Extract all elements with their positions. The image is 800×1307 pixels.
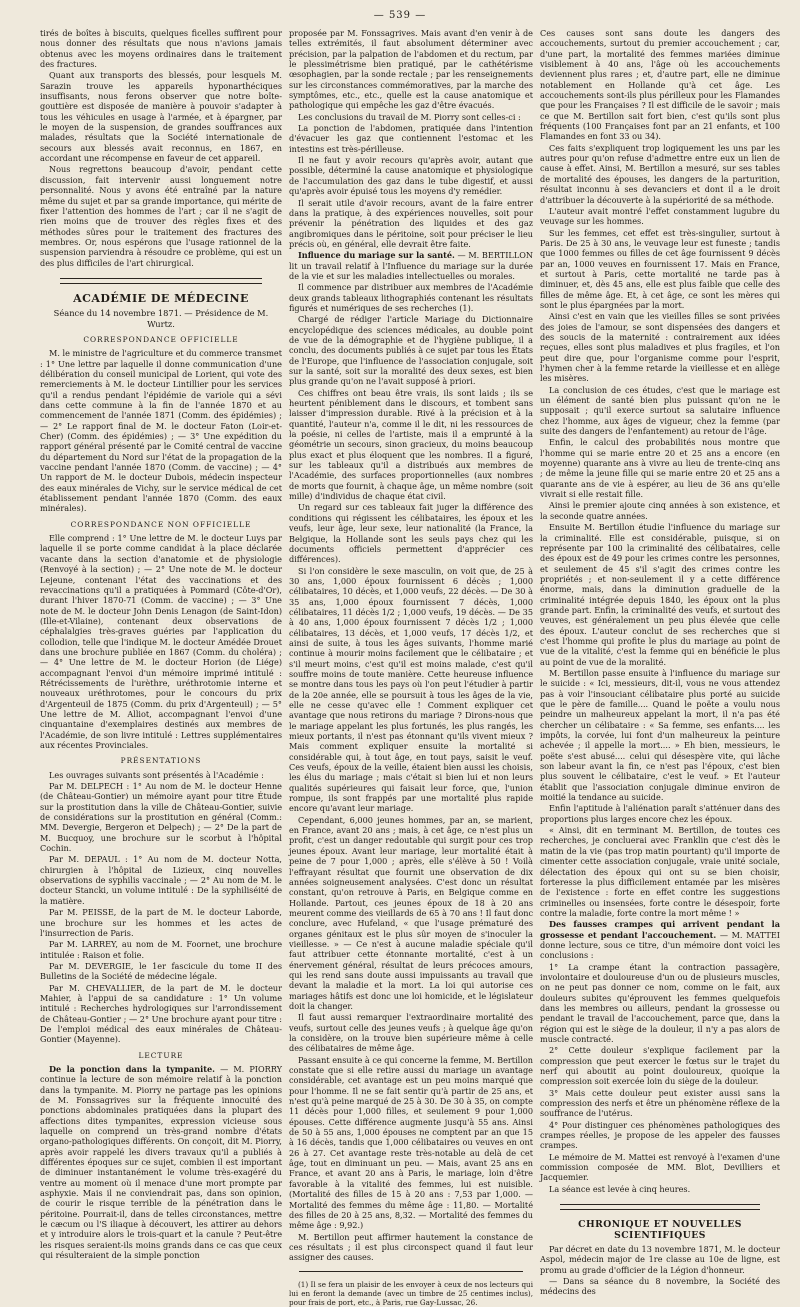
paragraph: Chargé de rédiger l'article Mariage du Dictionnaire encyclopédique des sciences médicales, au double point de vue de la démographie et de l'hygiène publique, il a conclu, des documents publiés à ce sujet par tous les États de l'Europe, que l'influence de l'association conjugale, soit sur la santé, soit sur la moralité des deux sexes, est bien plus grande qu'on ne l'avait supposé à priori. <box>289 314 533 387</box>
paragraph <box>40 1064 282 1261</box>
paragraph: La séance est levée à cinq heures. <box>549 1183 691 1194</box>
lecture-text: — M. PIORRY continue la lecture de son mémoire relatif à la ponction dans la tympanite. M. Piorry ne partage pas les opinions de M. Fonssagrives sur la fréquente innocuité des ponctions abdominales pratiquées dans la plupart des affections dites tympanites, expression vicieuse sous laquelle on comprend un très-grand nombre d'états organo-pathologiques différents. On conçoit, dit M. Piorry, après avoir rappelé les divers travaux qu'il a publiés à différentes époques sur ce sujet, combien il est important de diminuer instantanément le volume très-exagéré du ventre au moment où il menace d'une mort prompte par asphyxie. Mais il ne conviendrait pas, dans son opinion, de courir le risque terrible de la pénétration dans le péritoine. Pourrait-il, dans de telles circonstances, mettre le cæcum ou l'S iliaque à découvert, les attirer au dehors et y introduire alors le trois-quart et la canule ? Peut-être les risques seraient-ils moins grands dans ce cas que ceux qui résulteraient de la simple ponction <box>40 1063 283 1261</box>
paragraph: 1° La crampe étant la contraction passagère, involontaire et douloureuse d'un ou de plusieurs muscles, on ne peut pas donner ce nom, comme on le fait, aux douleurs subites qu'éprouvent les femmes quelquefois dans les membres ou ailleurs, pendant la grossesse ou pendant le travail de l'accouchement, parce que, dans la région qui est le siège de la douleur, il n'y a pas alors de muscle contracté. <box>540 961 780 1044</box>
paragraph: Ces faits s'expliquent trop logiquement les uns par les autres pour qu'on refuse d'admettre entre eux un lien de cause à effet. Ainsi, M. Bertillon a mesuré, sur ses tables de mortalité des épouses, les dangers de la parturition, résultat inconnu à ses devanciers et dont il a le droit d'attribuer la découverte à la supériorité de sa méthode. <box>540 142 780 205</box>
paragraph: M. Bertillon passe ensuite à l'influence du mariage sur le suicide : « Ici, messieurs, dit-il, vous ne vous attendez pas à voir l'insouciant célibataire plus porté au suicide que le père de famille.... Quand le poëte a voulu nous peindre un malheureux appelant la mort, il n'a pas été chercher un célibataire : « Sa femme, ses enfants.... les impôts, la corvée, lui font d'un malheureux la peinture achevée ; il appelle la mort.... » Eh bien, messieurs, le poëte s'est abusé.... celui qui désespère vite, qui lâche son labeur avant la fin, ce n'est pas l'époux, c'est bien plus souvent le célibataire, c'est le veuf. » Et l'auteur établit que l'association conjugale diminue environ de moitié la tendance au suicide. <box>540 667 780 803</box>
paragraph: Cependant, 6,000 jeunes hommes, par an, se marient, en France, avant 20 ans ; mais, à cet âge, ce n'est plus un profit, c'est un danger redoutable qui surgit pour ces trop jeunes époux. Avant leur mariage, leur mortalité était à peine de 7 pour 1,000 ; après, elle s'élève à 50 ! Voilà l'effrayant résultat que fournit une observation de dix années soigneusement analysées. C'est donc un résultat constant, qu'on retrouve à Paris, en Belgique comme en Hollande. Partout, ces jeunes époux de 18 à 20 ans meurent comme des vieillards de 65 à 70 ans ! Il faut donc conclure, avec Hufeland, « que l'usage prématuré des organes génitaux est le plus sûr moyen de s'inoculer la vieillesse. » — Ce n'est à aucune maladie spéciale qu'il faut attribuer cette étonnante mortalité, c'est à un énervement général, résultat de leurs précoces amours, qui les rend sans doute aussi impuissants au travail que devant la maladie et la mort. La loi qui autorise ces mariages hâtifs est donc une loi homicide, et le législateur doit la changer. <box>289 814 533 1011</box>
footnote-divider <box>299 1271 523 1272</box>
article-text: — M. BERTILLON lit un travail relatif à l'Influence du mariage sur la durée de la vie et sur les maladies intellectuelles ou morales. <box>289 250 533 281</box>
paragraph: Passant ensuite à ce qui concerne la femme, M. Bertillon constate que si elle retire aussi du mariage un avantage considérable, cet avantage est un peu moins marqué que pour l'homme. Il ne se fait sentir qu'à partir de 25 ans, et n'est qu'à peine marqué de 25 à 30. De 30 à 35, on compte 11 décès pour 1,000 filles, et seulement 9 pour 1,000 épouses. Cette différence augmente jusqu'à 55 ans. Ainsi de 50 à 55 ans, 1,000 épouses ne comptent par an que 15 à 16 décès, tandis que 1,000 célibataires ou veuves en ont 26 à 27. Cet avantage reste très-notable au delà de cet âge, tout en diminuant un peu. — Mais, avant 25 ans en France, et avant 20 ans à Paris, le mariage, loin d'être favorable à la vitalité des femmes, lui est nuisible. (Mortalité des filles de 15 à 20 ans : 7,53 par 1,000. — Mortalité des femmes du même âge : 11,80. — Mortalité des filles de 20 à 25 ans, 8,32. — Mortalité des femmes du même âge : 9,92.) <box>289 1054 533 1231</box>
article-heading: Influence du mariage sur la santé. <box>298 250 455 261</box>
paragraph: 2° Cette douleur s'explique facilement par la compression que peut exercer le fœtus sur le trajet du nerf qui aboutit au point douloureux, quoique la compression soit exercée loin du siège de la douleur. <box>540 1045 780 1087</box>
session-line: Séance du 14 novembre 1871. — Présidence de M. Wurtz. <box>53 308 269 329</box>
section-title: CHRONIQUE ET NOUVELLES SCIENTIFIQUES <box>578 1219 742 1241</box>
paragraph: 4° Pour distinguer ces phénomènes pathologiques des crampes réelles, je propose de les appeler des fausses crampes. <box>540 1119 780 1151</box>
paragraph: Il faut aussi remarquer l'extraordinaire mortalité des veufs, surtout celle des jeunes veufs ; à quelque âge qu'on la considère, on la trouve bien supérieure même à celle des célibataires de même âge. <box>289 1012 533 1054</box>
paragraph: Par M. PEISSE, de la part de M. le docteur Laborde, une brochure sur les hommes et les actes de l'insurrection de Paris. <box>40 907 282 938</box>
paragraph: Par M. CHEVALLIER, de la part de M. le docteur Mahier, à l'appui de sa candidature : 1° Un volume intitulé : Recherches hydrologiques sur l'arrondissement de Château-Gontier ; — 2° Une brochure ayant pour titre : De l'emploi médical des eaux minérales de Château-Gontier (Mayenne). <box>40 982 282 1045</box>
paragraph: Il ne faut y avoir recours qu'après avoir, autant que possible, déterminé la cause anatomique et physiologique de l'accumulation des gaz dans le tube digestif, et aussi qu'après avoir épuisé tous les moyens d'y remédier. <box>289 155 533 197</box>
paragraph: tirés de boîtes à biscuits, quelques ficelles suffirent pour nous donner des résultats que nous n'avions jamais obtenus avec les moyens ordinaires dans le traitement des fractures. <box>40 28 282 70</box>
paragraph: Il commence par distribuer aux membres de l'Académie deux grands tableaux lithographiés contenant les résultats figurés et numériques de ses recherches (1). <box>289 282 533 313</box>
paragraph: Ainsi le premier ajoute cinq années à son existence, et la seconde quatre années. <box>540 500 780 521</box>
paragraph: Par M. DELPECH : 1° Au nom de M. le docteur Henne (de Château-Gontier) un mémoire ayant pour titre Étude sur la prostitution dans la ville de Château-Gontier, suivie de considérations sur la prostitution en général (Comm.: MM. Devergie, Bergeron et Delpech) ; — 2° De la part de M. Bucquoy, une brochure sur le scorbut à l'hôpital Cochin. <box>40 781 282 854</box>
paragraph: La ponction de l'abdomen, pratiquée dans l'intention d'évacuer les gaz que contiennent l'estomac et les intestins est très-périlleuse. <box>289 123 533 154</box>
paragraph: Nous regrettons beaucoup d'avoir, pendant cette discussion, fait intervenir aussi longuement notre personnalité. Nous y avons été entraîné par la nature même du sujet et par sa grande importance, qui mérite de fixer l'attention des hommes de l'art ; car il ne s'agit de rien moins que de trouver des règles fixes et des méthodes sûres pour le traitement des fractures des membres. Or, nous espérons que l'usage rationnel de la suspension parviendra à résoudre ce problème, qui est un des plus difficiles de l'art chirurgical. <box>40 164 282 268</box>
paragraph: Ainsi c'est en vain que les vieilles filles se sont privées des joies de l'amour, se sont dispensées des dangers et des soucis de la maternité : contrairement aux idées reçues, elles sont plus maladives et plus fragiles, et l'on peut dire que, pour l'organisme comme pour l'esprit, l'hymen cher à la femme retarde la vieillesse et en allège les misères. <box>540 311 780 384</box>
subsection-title: CORRESPONDANCE OFFICIELLE <box>83 334 239 344</box>
subsection-title: PRÉSENTATIONS <box>120 756 202 766</box>
paragraph: 3° Mais cette douleur peut exister aussi sans la compression des nerfs et être un phénomène réflexe de la souffrance de l'utérus. <box>540 1087 780 1119</box>
paragraph: Par M. LARREY, au nom de M. Foornet, une brochure intitulée : Raison et folie. <box>40 939 282 960</box>
article-text: — M. MATTEI donne lecture, sous ce titre, d'un mémoire dont voici les conclusions : <box>540 929 780 961</box>
paragraph <box>289 250 533 281</box>
column-middle <box>289 28 533 1307</box>
column-left <box>40 28 283 1261</box>
paragraph: Ces chiffres ont beau être vrais, ils sont laids ; ils se heurtent péniblement dans le discours, et tombent sans laisser d'impression durable. Rivé à la précision et à la quantité, l'auteur n'a, comme il le dit, ni les ressources de la poésie, ni celles de l'artiste, mais il a emprunté à la géométrie un secours, sinon gracieux, du moins beaucoup plus exact et plus éloquent que les nombres. Il a figuré, sur les tableaux qu'il a distribués aux membres de l'Académie, des surfaces proportionnelles (aux nombres de morts que fournit, à chaque âge, un même nombre (soit mille) d'individus de chaque état civil. <box>289 387 533 502</box>
paragraph: « Ainsi, dit en terminant M. Bertillon, de toutes ces recherches, je concluerai avec Franklin que c'est dès le matin de la vie (pas trop matin pourtant) qu'il importe de cimenter cette association conjugale, vraie unité sociale, délectation des époux qui ont su se bien choisir, forteresse la plus difficilement entamée par les misères de l'existence : forte en effet contre les suggestions criminelles ou insensées, forte contre le désespoir, forte contre la maladie, forte contre la mort même ! » <box>540 825 780 918</box>
paragraph: Enfin, le calcul des probabilités nous montre que l'homme qui se marie entre 20 et 25 ans a encore (en moyenne) quarante ans à vivre au lieu de trente-cinq ans ; de même la jeune fille qui se marie entre 20 et 25 ans a quarante ans de vie à espérer, au lieu de 36 ans qu'elle vivrait si elle restait fille. <box>540 437 780 500</box>
paragraph: Les ouvrages suivants sont présentés à l'Académie : <box>49 769 264 780</box>
paragraph <box>540 919 780 960</box>
paragraph: Ensuite M. Bertillon étudie l'influence du mariage sur la criminalité. Elle est considérable, puisque, si on représente par 100 la criminalité des célibataires, celle des époux est de 49 pour les crimes contre les personnes, et seulement de 45 s'il s'agit des crimes contre les propriétés ; et non-seulement il y a cette différence énorme, mais, dans la diminution graduelle de la criminalité intégrée depuis 1840, les époux ont la plus grande part. Enfin, la criminalité des veufs, et surtout des veuves, est généralement un peu plus élevée que celle des époux. L'auteur conclut de ses recherches que si c'est l'homme qui profite le plus du mariage au point de vue de la vitalité, c'est la femme qui en bénéficie le plus au point de vue de la moralité. <box>540 522 780 667</box>
paragraph: Ces causes sont sans doute les dangers des accouchements, surtout du premier accouchement ; car, d'une part, la mortalité des femmes mariées diminue visiblement à 40 ans, l'âge où les accouchements deviennent plus rares ; et, d'autre part, elle ne diminue notablement en Hollande qu'à cet âge. Les accouchements sont-ils plus périlleux pour les Flamandes que pour les Françaises ? Il est difficile de le savoir ; mais ce que M. Bertillon sait fort bien, c'est qu'ils sont plus fréquents (100 Françaises font par an 21 enfants, et 100 Flamandes en font 33 ou 34). <box>540 28 780 142</box>
paragraph: Enfin l'aptitude à l'aliénation paraît s'atténuer dans des proportions plus larges encore chez les époux. <box>540 803 780 824</box>
paragraph: Quant aux transports des blessés, pour lesquels M. Sarazin trouve les appareils hyponarthéciques insuffisants, nous ferons observer que notre boîte-gouttière est disposée de manière à pouvoir s'adapter à tous les véhicules en usage à l'armée, et à épargner, par le moyen de la suspension, de grandes souffrances aux malades, résultats que la Société internationale de secours aux blessés avait reconnus, en 1867, en accordant une récompense en faveur de cet appareil. <box>40 70 282 164</box>
subsection-title: LECTURE <box>138 1050 184 1060</box>
section-title: ACADÉMIE DE MÉDECINE <box>73 291 249 305</box>
paragraph: Le mémoire de M. Mattei est renvoyé à l'examen d'une commission composée de MM. Blot, Devilliers et Jacquemier. <box>540 1151 780 1183</box>
article-heading: Des fausses crampes qui arrivent pendant la grossesse et pendant l'accouchement. <box>540 919 780 940</box>
lecture-heading: De la ponction dans la tympanite. <box>49 1063 215 1074</box>
footnote: (1) Il se fera un plaisir de les envoyer à ceux de nos lecteurs qui lui en feront la demande (avec un timbre de 25 centimes inclus), pour frais de port, etc., à Paris, rue Gay-Lussac, 26. <box>289 1279 533 1307</box>
column-right <box>540 28 780 1297</box>
paragraph: M. Bertillon peut affirmer hautement la constance de ces résultats ; il est plus circonspect quand il faut leur assigner des causes. <box>289 1231 533 1263</box>
page-number: — 539 — <box>373 10 427 21</box>
paragraph: Les conclusions du travail de M. Piorry sont celles-ci : <box>298 111 521 122</box>
paragraph: Il serait utile d'avoir recours, avant de la faire entrer dans la pratique, à des expériences nouvelles, soit pour prévenir la pénétration des liquides et des gaz angibromiques dans le péritoine, soit pour préciser le lieu précis où, en général, elle devrait être faite. <box>289 197 533 249</box>
paragraph: Par décret en date du 13 novembre 1871, M. le docteur Aspol, médecin major de 1re classe au 10e de ligne, est promu au grade d'officier de la Légion d'honneur. <box>540 1243 780 1275</box>
paragraph: Par M. DEPAUL : 1° Au nom de M. docteur Notta, chirurgien à l'hôpital de Lizieux, cinq nouvelles observations de syphilis vaccinale ; — 2° Au nom de M. le docteur Stancki, un volume intitulé : De la syphiliséité de la matière. <box>40 854 282 906</box>
paragraph: — Dans sa séance du 8 novembre, la Société des médecins des <box>540 1275 780 1297</box>
section-divider <box>60 278 262 284</box>
section-divider <box>560 1204 760 1210</box>
paragraph: proposée par M. Fonssagrives. Mais avant d'en venir à de telles extrémités, il faut absolument déterminer avec précision, par la palpation de l'abdomen et du rectum, par le plessimétrisme bien pratiqué, par le cathétérisme œsophagien, par la sonde rectale ; par les renseignements sur les circonstances commémoratives, par la marche des symptômes, etc., etc., quelle est la cause anatomique et pathologique qui empêche les gaz d'être évacués. <box>289 28 533 111</box>
paragraph: M. le ministre de l'agriculture et du commerce transmet : 1° Une lettre par laquelle il donne communication d'une délibération du conseil municipal de Lorient, qui vote des remerciements à M. le docteur Lintillier pour les services qu'il a rendus pendant l'épidémie de variole qui a sévi dans cette commune à la fin de l'année 1870 et au commencement de l'année 1871 (Comm. des épidémies) ; — 2° Le rapport final de M. le docteur Faton (Loir-et-Cher) (Comm. des épidémies) ; — 3° Une expédition du rapport général présenté par le Comité central de vaccine du département du Nord sur l'état de la propagation de la vaccine pendant l'année 1870 (Comm. de vaccine) ; — 4° Un rapport de M. le docteur Dubois, médecin inspecteur des eaux minérales de Vichy, sur le service médical de cet établissement pendant l'année 1870 (Comm. des eaux minérales). <box>40 348 282 514</box>
paragraph: Sur les femmes, cet effet est très-singulier, surtout à Paris. De 25 à 30 ans, le veuvage leur est funeste ; tandis que 1000 femmes ou filles de cet âge fournissent 9 décès par an, 1000 veuves en fournissent 17. Mais en France, et surtout à Paris, cette mortalité ne tarde pas à diminuer, et, dès 45 ans, elle est plus faible que celle des filles de même âge. Et, à cet âge, ce sont les mères qui sont le plus épargnées par la mort. <box>540 227 780 310</box>
paragraph: Par M. DEVERGIE, le 1er fascicule du tome II des Bulletins de la Société de médecine légale. <box>40 960 282 982</box>
subsection-title: CORRESPONDANCE NON OFFICIELLE <box>70 519 252 529</box>
paragraph: Elle comprend : 1° Une lettre de M. le docteur Luys par laquelle il se porte comme candidat à la place déclarée vacante dans la section d'anatomie et de physiologie (Renvoyé à la section) ; — 2° Une note de M. le docteur Lejeune, contenant l'état des vaccinations et des revaccinations qu'il a pratiquées à Pommard (Côte-d'Or), durant l'hiver 1870-71 (Comm. de vaccine) ; — 3° Une note de M. le docteur John Denis Lenagon (de Saint-Idon) (Ille-et-Vilaine), contenant deux observations de céphalalgies très-graves guéries par l'application du collodion, telle que l'indique M. le docteur Amédée Drouet dans une brochure publiée en 1867 (Comm. du choléra) ; — 4° Une lettre de M. le docteur Horion (de Liége) accompagnant l'envoi d'un mémoire imprimé intitulé : Rétrécissements de l'urèthre, uréthrotomie interne et nouveaux uréthrotomes, pour le concours du prix d'Argenteuil de 1875 (Comm. du prix d'Argenteuil) ; — 5° Une lettre de M. Alliot, accompagnant l'envoi d'une cinquantaine d'exemplaires destinés aux membres de l'Académie, de son livre intitulé : Lettres supplémentaires aux récentes Provinciales. <box>40 533 282 750</box>
paragraph: Un regard sur ces tableaux fait juger la différence des conditions qui régissent les célibataires, les époux et les veufs, leur âge, leur sexe, leur nationalité (la France, la Belgique, la Hollande sont les seuls pays chez qui les documents officiels permettent d'apprécier ces différences). <box>289 502 533 565</box>
paragraph: La conclusion de ces études, c'est que le mariage est un élément de santé bien plus puissant qu'on ne le supposait ; qu'il exerce surtout sa salutaire influence chez l'homme, aux âges de vigueur, chez la femme (par suite des dangers de l'enfantement) au retour de l'âge. <box>540 384 780 437</box>
paragraph: L'auteur avait montré l'effet constamment lugubre du veuvage sur les hommes. <box>540 205 780 227</box>
paragraph: Si l'on considère le sexe masculin, on voit que, de 25 à 30 ans, 1,000 époux fournissent 6 décès ; 1,000 célibataires, 10 décès, et 1,000 veufs, 22 décès. — De 30 à 35 ans, 1,000 époux fournissent 7 décès, 1,000 célibataires, 11 décès 1/2 ; 1,000 veufs, 19 décès. — De 35 à 40 ans, 1,000 époux fournissent 7 décès 1/2 ; 1,000 célibataires, 13 décès, et 1,000 veufs, 17 décès 1/2, et ainsi de suite, à tous les âges suivants, l'homme marié continue à mourir moins facilement que le célibataire ; et s'il meurt moins, c'est qu'il est moins malade, c'est qu'il souffre moins de toute manière. Cette heureuse influence se montre dans tous les pays où l'on peut l'étudier à partir de la 20e année, elle se poursuit à tous les âges de la vie, elle ne cesse qu'avec elle ! Comment expliquer cet avantage que nous retirons du mariage ? Dirons-nous que le mariage appelant les plus fortunés, les plus rangés, les mieux portants, il n'est pas étonnant qu'ils vivent mieux ? Mais comment expliquer ensuite la mortalité si considérable qui, à tout âge, en tout pays, saisit le veuf. Ces veufs, époux de la veille, étaient bien aussi les choisis, les élus du mariage ; mais c'était si bien lui et non leurs qualités supérieures qui faisait leur force, que, l'union rompue, ils sont frappés par une mortalité plus rapide encore qu'avant leur mariage. <box>289 565 533 814</box>
